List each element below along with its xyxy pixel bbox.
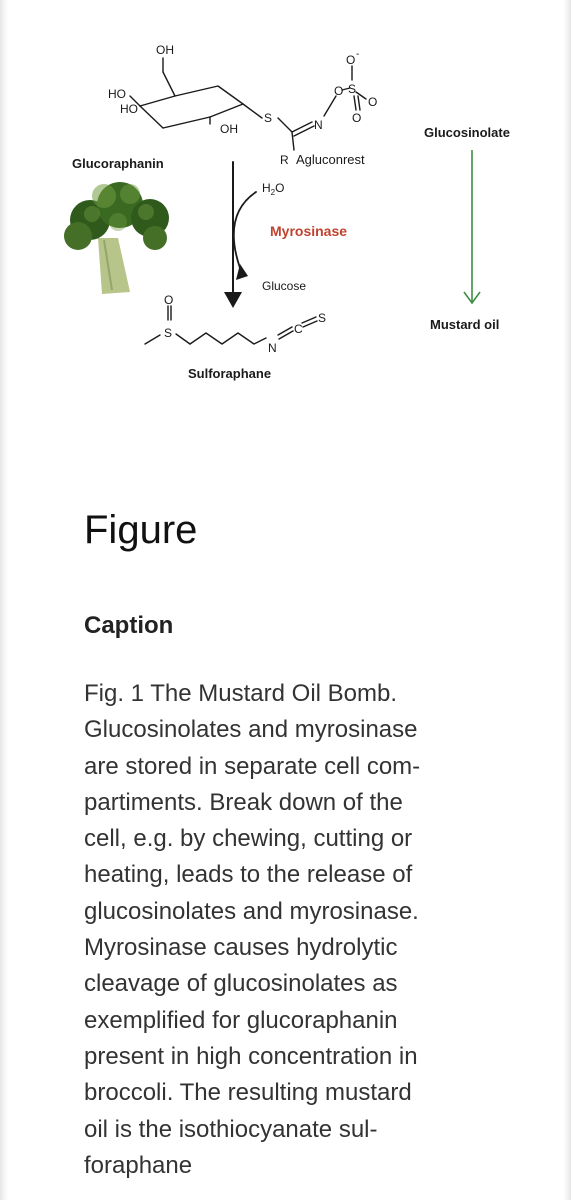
- atom-s-thio: S: [264, 111, 273, 125]
- label-water: $H_2O$: [262, 181, 285, 197]
- caption-line: oil is the isothiocyanate sul-: [84, 1115, 378, 1143]
- atom-n-imine: N: [314, 118, 323, 132]
- atom-sulfoxide-o: O: [164, 293, 174, 307]
- caption-line: Glucosinolates and myrosinase: [84, 716, 418, 744]
- atom-r-group: R: [280, 153, 289, 167]
- caption-line: broccoli. The resulting mustard: [84, 1079, 412, 1107]
- atom-o-minus: O: [346, 53, 356, 67]
- atom-ncs-s: S: [318, 311, 327, 325]
- atom-o-double-2: O: [352, 111, 362, 125]
- caption-line: heating, leads to the release of: [84, 861, 413, 889]
- broccoli-image: [64, 182, 169, 294]
- atom-o-double-1: O: [368, 95, 378, 109]
- caption-line: present in high concentration in: [84, 1042, 418, 1070]
- caption-line: cleavage of glucosinolates as: [84, 970, 398, 998]
- caption-label: Caption: [84, 612, 174, 639]
- figure-image: [8, 0, 563, 400]
- right-edge-shadow: [563, 0, 571, 1200]
- atom-ncs-n: N: [268, 341, 277, 355]
- figure-heading: Figure: [84, 508, 198, 552]
- label-glucose: Glucose: [262, 279, 307, 293]
- label-glucoraphanin: Glucoraphanin: [72, 156, 164, 171]
- label-sulforaphane: Sulforaphane: [188, 366, 272, 381]
- label-mustard-oil: Mustard oil: [430, 317, 500, 332]
- atom-oh-top: OH: [156, 43, 174, 57]
- atom-o-link: O: [334, 84, 344, 98]
- caption-text: [84, 676, 504, 1184]
- caption-line: glucosinolates and myrosinase.: [84, 897, 419, 925]
- caption-line: partiments. Break down of the: [84, 788, 403, 816]
- label-myrosinase: Myrosinase: [270, 223, 348, 239]
- atom-ho-2: HO: [120, 102, 138, 116]
- atom-ho-1: HO: [108, 87, 126, 101]
- caption-line: foraphane: [84, 1151, 193, 1179]
- label-agluconrest: Agluconrest: [296, 152, 365, 167]
- caption-line: cell, e.g. by chewing, cutting or: [84, 825, 413, 853]
- atom-ncs-c: C: [294, 322, 303, 336]
- left-edge-shadow: [0, 0, 8, 1200]
- caption-line: exemplified for glucoraphanin: [84, 1006, 398, 1034]
- caption-line: Myrosinase causes hydrolytic: [84, 934, 398, 962]
- label-glucosinolate: Glucosinolate: [424, 125, 510, 140]
- caption-line: Fig. 1 The Mustard Oil Bomb.: [84, 680, 398, 707]
- caption-line: are stored in separate cell com-: [84, 752, 421, 780]
- atom-sulfoxide-s: S: [164, 326, 173, 340]
- atom-oh-bottom: OH: [220, 122, 238, 136]
- atom-o-minus-charge: -: [356, 49, 360, 60]
- atom-s-sulfate: S: [348, 82, 357, 96]
